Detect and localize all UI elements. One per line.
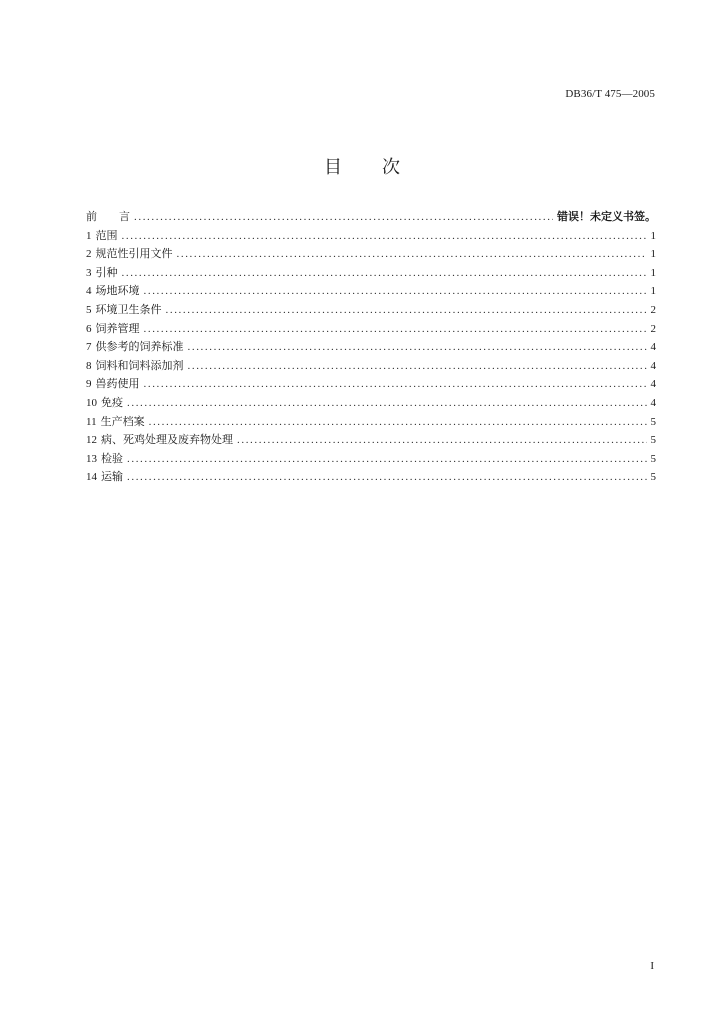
toc-entry[interactable] bbox=[86, 413, 656, 432]
table-of-contents bbox=[86, 208, 656, 487]
title-char-1: 目 bbox=[324, 157, 342, 178]
toc-leader-dots bbox=[122, 227, 647, 246]
toc-entry-number: 9 bbox=[86, 378, 92, 391]
toc-leader-dots bbox=[127, 468, 647, 487]
document-code: DB36/T 475—2005 bbox=[565, 88, 655, 100]
toc-entry-page: 5 bbox=[650, 471, 656, 484]
toc-leader-dots bbox=[134, 208, 553, 227]
toc-entry[interactable] bbox=[86, 450, 656, 469]
toc-entry-page: 4 bbox=[650, 396, 656, 409]
toc-entry-page: 5 bbox=[650, 434, 656, 447]
toc-entry[interactable] bbox=[86, 320, 656, 339]
page-number: I bbox=[650, 960, 654, 972]
toc-entry-number: 7 bbox=[86, 341, 92, 354]
toc-entry[interactable] bbox=[86, 375, 656, 394]
title-char-2: 次 bbox=[382, 157, 400, 178]
toc-entry-number: 10 bbox=[86, 396, 97, 409]
toc-leader-dots bbox=[144, 375, 647, 394]
toc-entry-number: 8 bbox=[86, 359, 92, 372]
toc-entry-label: 场地环境 bbox=[95, 284, 140, 298]
toc-entry-number: 1 bbox=[86, 229, 92, 242]
toc-entry-label: 前 言 bbox=[86, 210, 130, 223]
toc-entry-page: 2 bbox=[650, 322, 656, 335]
toc-entry-page: 4 bbox=[650, 341, 656, 354]
toc-entry[interactable] bbox=[86, 301, 656, 320]
toc-entry-number: 6 bbox=[86, 322, 92, 335]
toc-entry-number: 13 bbox=[86, 452, 97, 465]
toc-leader-dots bbox=[237, 431, 647, 450]
toc-entry-number: 14 bbox=[86, 471, 97, 484]
toc-entry-label: 生产档案 bbox=[100, 414, 145, 428]
toc-entry-page: 1 bbox=[650, 248, 656, 261]
toc-entry-label: 饲养管理 bbox=[95, 321, 140, 335]
toc-entry[interactable] bbox=[86, 357, 656, 376]
toc-entry[interactable] bbox=[86, 227, 656, 246]
toc-entry[interactable] bbox=[86, 338, 656, 357]
toc-entry-number: 4 bbox=[86, 285, 92, 298]
toc-leader-dots bbox=[166, 301, 647, 320]
toc-entry-page: 5 bbox=[650, 415, 656, 428]
toc-entry-label: 规范性引用文件 bbox=[95, 247, 173, 261]
toc-leader-dots bbox=[122, 264, 647, 283]
toc-entry-label: 饲料和饲料添加剂 bbox=[95, 358, 184, 372]
toc-entry-label: 引种 bbox=[95, 265, 118, 279]
toc-entry-label: 运输 bbox=[101, 470, 123, 484]
toc-entry-number: 2 bbox=[86, 248, 92, 261]
toc-leader-dots bbox=[144, 320, 647, 339]
toc-entry[interactable] bbox=[86, 264, 656, 283]
toc-leader-dots bbox=[127, 394, 647, 413]
toc-entry[interactable] bbox=[86, 431, 656, 450]
toc-leader-dots bbox=[177, 245, 647, 264]
toc-entry-number: 5 bbox=[86, 303, 92, 316]
toc-entry-page: 5 bbox=[650, 452, 656, 465]
toc-entry-page: 2 bbox=[650, 303, 656, 316]
toc-entry-label: 环境卫生条件 bbox=[95, 302, 162, 316]
toc-leader-dots bbox=[188, 357, 647, 376]
toc-leader-dots bbox=[144, 282, 647, 301]
toc-entry-page: 4 bbox=[650, 378, 656, 391]
page-title bbox=[0, 153, 724, 179]
toc-leader-dots bbox=[127, 450, 647, 469]
toc-entry-page: 1 bbox=[650, 229, 656, 242]
toc-entry-label: 兽药使用 bbox=[95, 377, 140, 391]
toc-entry-label: 范围 bbox=[95, 228, 118, 242]
toc-entry-number: 11 bbox=[86, 415, 97, 428]
toc-entry[interactable] bbox=[86, 282, 656, 301]
toc-entry-page: 1 bbox=[650, 266, 656, 279]
toc-entry-page: 4 bbox=[650, 359, 656, 372]
toc-entry-number: 12 bbox=[86, 434, 97, 447]
toc-leader-dots bbox=[149, 413, 647, 432]
toc-entry-label: 免疫 bbox=[101, 395, 123, 409]
toc-entry-label: 检验 bbox=[101, 451, 123, 465]
toc-entry-page: 错误！未定义书签。 bbox=[557, 210, 656, 223]
toc-entry-label: 病、死鸡处理及废弃物处理 bbox=[101, 433, 233, 447]
toc-entry[interactable] bbox=[86, 394, 656, 413]
toc-entry-label: 供参考的饲养标准 bbox=[95, 340, 184, 354]
toc-entry-page: 1 bbox=[650, 285, 656, 298]
toc-entry[interactable] bbox=[86, 468, 656, 487]
toc-entry-number: 3 bbox=[86, 266, 92, 279]
toc-entry-preface[interactable] bbox=[86, 208, 656, 227]
toc-entry[interactable] bbox=[86, 245, 656, 264]
toc-leader-dots bbox=[188, 338, 647, 357]
